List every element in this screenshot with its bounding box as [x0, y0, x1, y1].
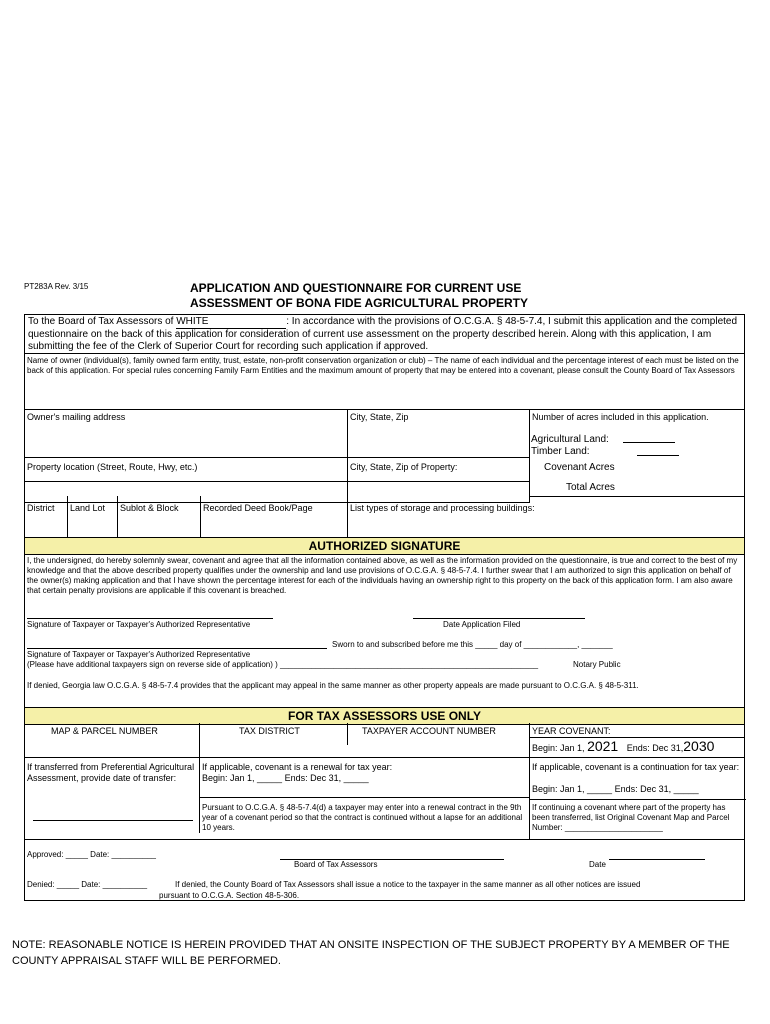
deed-book-field[interactable]: Recorded Deed Book/Page [203, 503, 313, 513]
continuation-label: If applicable, covenant is a continuation for tax year: [532, 762, 740, 772]
district-field[interactable]: District [27, 503, 55, 513]
board-label: Board of Tax Assessors [294, 860, 378, 869]
renewal-dates[interactable]: Begin: Jan 1, _____ Ends: Dec 31, _____ [202, 773, 369, 783]
sworn-text: Sworn to and subscribed before me this _____ day of ____________, _______ [332, 640, 613, 649]
property-location-field[interactable]: Property location (Street, Route, Hwy, etc.) [27, 462, 198, 472]
storage-buildings-field[interactable]: List types of storage and processing buildings: [350, 503, 535, 513]
ends-year[interactable]: 2030 [683, 738, 715, 754]
agricultural-land-label: Agricultural Land: [531, 434, 609, 445]
signature-line-2[interactable] [27, 648, 327, 649]
taxpayer-account-label: TAXPAYER ACCOUNT NUMBER [362, 726, 496, 736]
denied-note: If denied, the County Board of Tax Assessors shall issue a notice to the taxpayer in the same manner as all other notices are issued [175, 880, 641, 889]
tax-district-label: TAX DISTRICT [239, 726, 300, 736]
continuation-dates[interactable]: Begin: Jan 1, _____ Ends: Dec 31, _____ [532, 784, 699, 794]
authorized-signature-heading: AUTHORIZED SIGNATURE [25, 537, 744, 555]
covenant-period: Begin: Jan 1, 2021 Ends: Dec 31,2030 [532, 738, 715, 754]
approved-field[interactable]: Approved: _____ Date: __________ [27, 850, 156, 859]
date-filed-label: Date Application Filed [443, 620, 521, 629]
notary-label: Notary Public [573, 660, 621, 669]
sublot-block-field[interactable]: Sublot & Block [120, 503, 179, 513]
title-line-2: ASSESSMENT OF BONA FIDE AGRICULTURAL PROPERTY [190, 296, 529, 310]
application-form [24, 314, 745, 901]
timber-land-label: Timber Land: [531, 446, 590, 457]
intro-text: To the Board of Tax Assessors of WHITE : In accordance with the provisions of O.C.G.A. § 48-5-7.4, I submit this application and the completed questionnaire on the back of this application for consideration of current use assessment on the property described herein. Along with this application, I am submitting the fee of the Clerk of Superior Court for recording such application if approved. [28, 316, 738, 352]
map-parcel-label: MAP & PARCEL NUMBER [51, 726, 158, 736]
city-state-zip-field[interactable]: City, State, Zip [350, 412, 409, 422]
inspection-note: NOTE: REASONABLE NOTICE IS HEREIN PROVIDED THAT AN ONSITE INSPECTION OF THE SUBJECT PROPERTY BY A MEMBER OF THE COUNTY APPRAISAL STAFF WILL BE PERFORMED. [12, 939, 730, 967]
agricultural-land-field[interactable] [623, 442, 675, 443]
continuing-covenant-note[interactable]: If continuing a covenant where part of the property has been transferred, list Original Covenant Map and Parcel Number: ______________________ [532, 803, 730, 832]
owner-name-note[interactable]: Name of owner (individual(s), family owned farm entity, trust, estate, non-profit conservation organization or club) – The name of each individual and the percentage interest of each must be listed on the back of this application. For special rules concerning Family Farm Entities and the maximum amount of property that may be entered into a covenant, please consult the County Board of Tax Assessors [27, 356, 739, 375]
title-line-1: APPLICATION AND QUESTIONNAIRE FOR CURRENT USE [190, 281, 522, 295]
denied-field[interactable]: Denied: _____ Date: __________ [27, 880, 148, 889]
property-city-field[interactable]: City, State, Zip of Property: [350, 462, 458, 472]
begin-year[interactable]: 2021 [587, 738, 619, 754]
transfer-date-field[interactable] [33, 820, 193, 821]
signature-label-2: Signature of Taxpayer or Taxpayer's Authorized Representative [27, 650, 251, 659]
land-lot-field[interactable]: Land Lot [70, 503, 106, 513]
form-title [190, 281, 528, 311]
year-covenant-label: YEAR COVENANT: [532, 726, 611, 736]
denied-note-2: pursuant to O.C.G.A. Section 48-5-306. [159, 891, 300, 900]
transferred-label: If transferred from Preferential Agricultural Assessment, provide date of transfer: [27, 762, 195, 783]
board-date-label: Date [589, 860, 606, 869]
signature-line[interactable] [27, 618, 273, 619]
form-id: PT283A Rev. 3/15 [24, 282, 89, 291]
signature-label: Signature of Taxpayer or Taxpayer's Authorized Representative [27, 620, 251, 629]
mailing-address-field[interactable]: Owner's mailing address [27, 412, 126, 422]
total-acres-label: Total Acres [566, 482, 615, 493]
renewal-label: If applicable, covenant is a renewal for tax year: [202, 762, 393, 772]
appeal-note: If denied, Georgia law O.C.G.A. § 48-5-7.4 provides that the applicant may appeal in the same manner as other property appeals are made pursuant to O.C.G.A. § 48-5-311. [27, 681, 639, 690]
board-date-line[interactable] [609, 859, 705, 860]
timber-land-field[interactable] [637, 455, 679, 456]
pursuant-note: Pursuant to O.C.G.A. § 48-5-7.4(d) a taxpayer may enter into a renewal contract in the 9th year of a covenant period so that the contract is continued without a lapse for an additional 10 years. [202, 803, 523, 832]
oath-text: I, the undersigned, do hereby solemnly swear, covenant and agree that all the information contained above, as well as the information provided on the questionnaire, is true and correct to the best of my knowledge and that the above described property qualifies under the ownership and land use provisions of O.C.G.A. § 48-5-7.4. I further swear that I am authorized to sign this application on behalf of the owner(s) making application and that I have shown the percentage interest for each of the individuals having an ownership right to this property on the back of this application form. I am also aware that certain penalty provisions are applicable if this covenant is breached. [27, 556, 738, 595]
additional-taxpayers-note: (Please have additional taxpayers sign on reverse side of application) ) __________________________________________________________ [27, 660, 539, 669]
assessors-heading: FOR TAX ASSESSORS USE ONLY [25, 707, 744, 725]
acres-label: Number of acres included in this application. [532, 412, 709, 422]
date-filed-line[interactable] [413, 618, 585, 619]
county-field[interactable]: WHITE [176, 316, 286, 329]
covenant-acres-label: Covenant Acres [544, 462, 615, 473]
